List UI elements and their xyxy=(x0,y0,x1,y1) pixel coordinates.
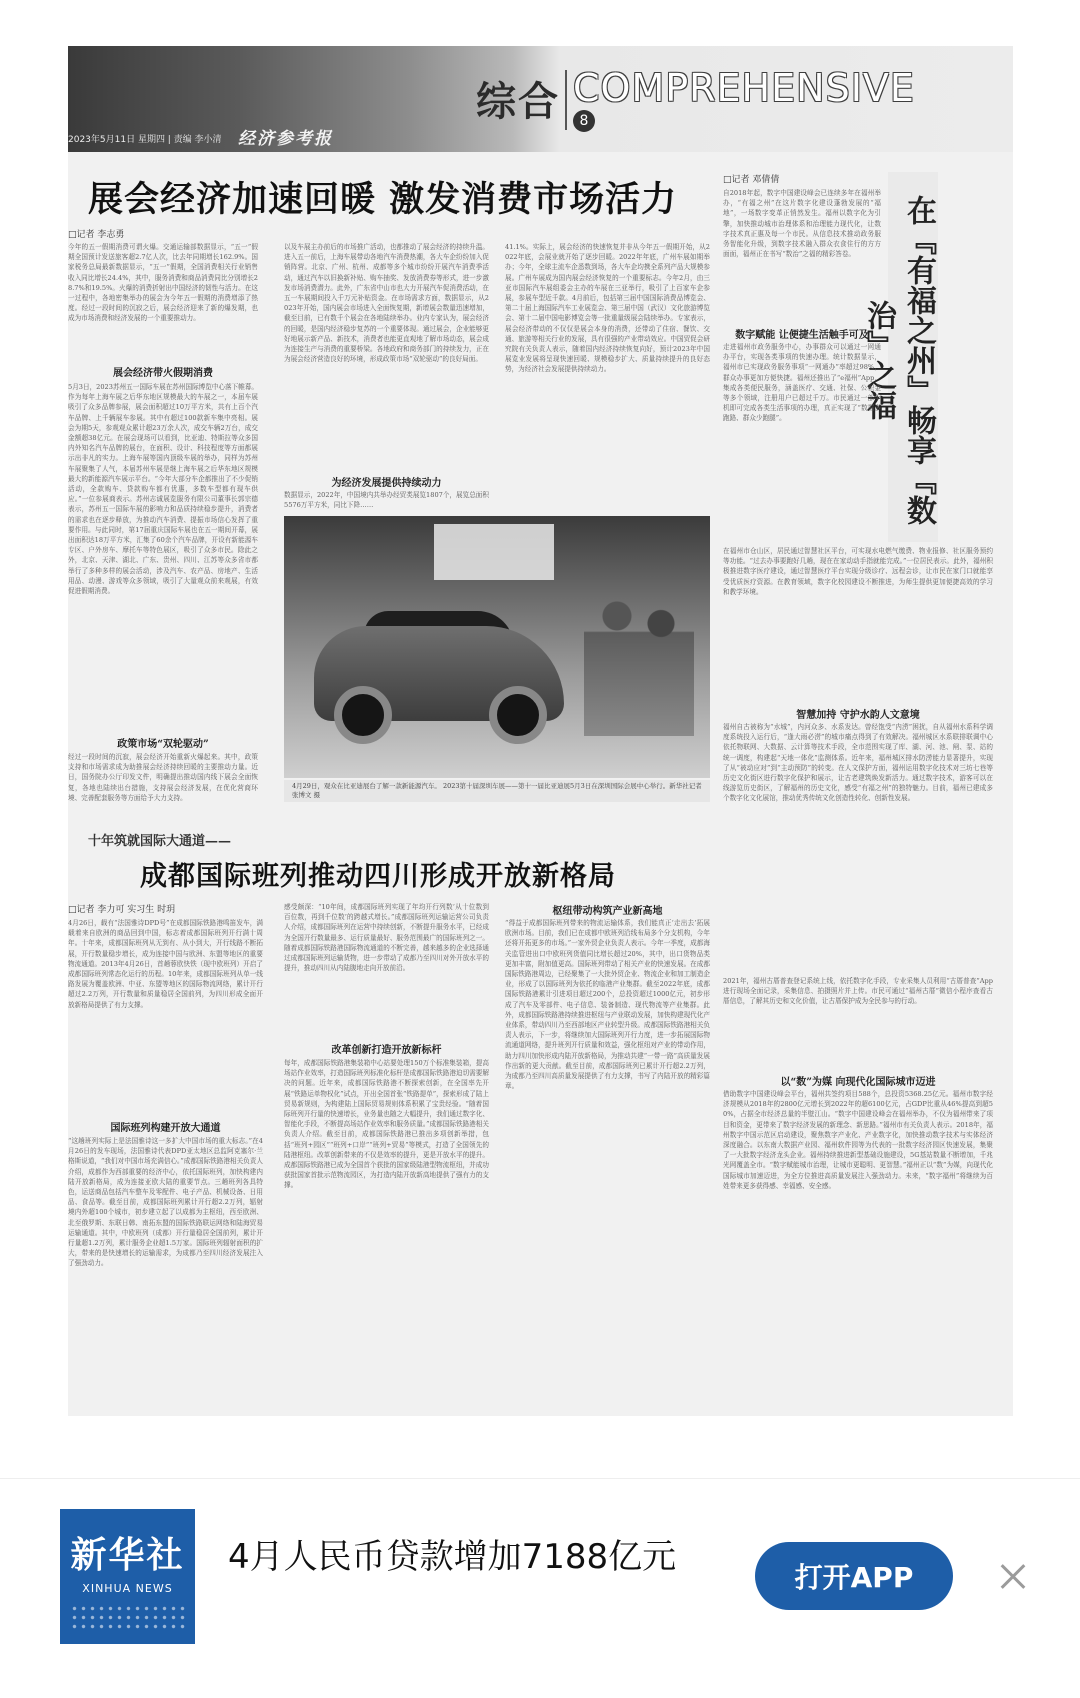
article1-column-2b: 数据显示，2022年，中国境内共举办经贸类展览1807个，展览总面积5576万平方米，同比下降…… xyxy=(284,491,489,510)
sidebar-byline: □记者 邓倩倩 xyxy=(723,175,780,185)
xinhua-logo-pattern xyxy=(70,1604,185,1632)
photo-visitors xyxy=(584,586,694,736)
sidebar-column-2: 福州自古被称为“水城”，内河众多、水系发达。曾经饱受“内涝”困扰，自从福州水系科学调度系统投入运行后，“逢大雨必涝”的城市痛点得到了有效解决。福州城区水系联排联调中心依托物联网、大数据、云计算等技术手段，全市范围实现了库、湖、河、池、闸、泵、站的统一调度，构建起“天地一体化”监测体系。近年来，福州城区排水防涝能力显著提升，实现了从“被动应对”到“主动预防”的转变。在人文保护方面，福州运用数字化技术对三坊七巷等历史文化街区进行数字化保护和展示，让古老建筑焕发新活力。通过数字技术，游客可以在线游览历史街区，了解福州的历史文化，感受“有福之州”的独特魅力。目前，福州已建成多个数字化文化展馆，推动优秀传统文化创造性转化、创新性发展。 xyxy=(723,723,993,803)
close-icon[interactable] xyxy=(995,1559,1031,1595)
newspaper-page xyxy=(68,46,1013,1416)
sidebar-column-1b: 走进福州市政务服务中心，办事群众可以通过一网通办平台，实现各类事项的快速办理。统计数据显示，福州市已实现政务服务事项“一网通办”率超过98%，群众办事更加方便快捷。福州还推出了“e福州”App，集成各类便民服务，涵盖医疗、交通、社保、公积金等多个领域，注册用户已超过千万。市民通过一部手机即可完成各类生活事项的办理，真正实现了“数据多跑路、群众少跑腿”。 xyxy=(723,343,881,423)
xinhua-logo-text: 新华社 xyxy=(70,1535,185,1576)
car-show-photo xyxy=(284,516,710,778)
sidebar-column-1a: 自2018年起，数字中国建设峰会已连续多年在福州举办，“有福之州”在这片数字化建设蓬勃发展的“福地”，一场数字变革正悄然发生。福州以数字化为引擎，加快推动城市治理体系和治理能力现代化，让数字技术真正惠及每一个市民。从信息技术推动政务服务智能化升级，到数字技术融入群众衣食住行的方方面面，福州正在书写“数治”之福的精彩答卷。 xyxy=(723,189,881,259)
article1-column-1b: 5月3日，2023苏州五一国际车展在苏州国际博览中心落下帷幕。作为每年上海车展之后华东地区规模最大的车展之一，本届车展吸引了众多品牌参展，展会面积超过10万平方米，共有上百个汽车品牌、上千辆展车参展。其中有超过100款新车集中亮相。展会为期5天，参观观众累计超23万余人次，成交车辆2万台，成交金额超38亿元。在展会现场可以看到，比亚迪、特斯拉等众多国内外知名汽车品牌的展台，在面积、设计、科技程度等方面都展示出非凡的实力。上海车展等国内顶级车展的举办，同样为苏州车展聚集了人气，本届苏州车展是继上海车展之后华东地区规模最大的新能源汽车展示平台。“今年大部分车企都推出了不少促销活动，全款购车、贷款购车都有优惠，多数车型都有现车供应。”一位参展商表示。苏州志诚展览服务有限公司董事长郭宗德表示，苏州五一国际车展的影响力和品质持续稳步提升，消费者的需求也在逐步释放，为推动汽车消费、提振市场信心发挥了重要作用。与此同时，第17届重庆国际车展也在五一期间开幕，展出面积达18万平方米，汇集了60余个汽车品牌，开设有新能源车专区、户外房车、摩托车等特色展区，吸引了众多市民。除此之外，北京、天津、湖北、广东、贵州、四川、江苏等众多省市都举行了多种多样的展会活动，涉及汽车、农产品、房地产、生活用品、动漫、游戏等众多领域，吸引了大量观众前来观展，有效促进假期消费。 xyxy=(68,383,258,596)
article2-column-1b: “这趟班列实际上是法国雅诗这一多扩大中国市场的重大标志。”在4月26日的发车现场，法国雅诗代表DPD亚太地区总监阿克塞尔·兰格斯说道，“我们对中国市场充满信心。”成都国际铁路港相关负责人介绍，成都作为西部重要的经济中心，依托国际班列，加快构建内陆开放新格局，成为连接亚欧大陆的重要节点。三趟班列各具特色，运送商品包括汽车整车及零配件、电子产品、机械设备、日用品、食品等。截至目前，成都国际班列累计开行超2.2万列，辐射境内外超100个城市，初步建立起了以成都为主枢纽，西至欧洲、北至俄罗斯、东联日韩、南拓东盟的国际铁路联运网络和陆海贸易运输通道。其中，中欧班列（成都）开行量稳居全国前列，累计开行量超1.2万列，累计服务企业超1.5万家。国际班列辐射面积的扩大，带来的是快速增长的运输需求，为成都乃至四川经济发展注入了强劲动力。 xyxy=(68,1137,263,1268)
article1-column-1c: 经过一段时间的沉寂，展会经济开始重新火爆起来。其中，政策支持和市场需求成为助推展会经济持续回暖的主要推动力量。近日，国务院办公厅印发文件，明确提出推动国内线下展会全面恢复，各地也陆续出台措施，支持展会经济发展，在优化营商环境、完善配套服务等方面给予大力支持。 xyxy=(68,753,258,802)
photo-caption: 4月29日，观众在比亚迪展台了解一款新能源汽车。 2023第十届深圳车展——第十一届比亚迪展5月3日在深圳国际会展中心举行。新华社记者 张博文 摄 xyxy=(284,780,710,802)
app-promo-banner xyxy=(0,1478,1080,1698)
article1-column-3: 41.1%。实际上，展会经济的快速恢复并非从今年五一假期开始，从2022年底，会展业就开始了逐步回暖。2022年年底，广州车展如期举办；今年，全球主流车企悉数到场，各大车企均携全系列产品大规模参展。广州车展成为国内展会经济恢复的一个重要标志。今年2月，由三亚市国际汽车展组委会主办的车展在三亚举行，吸引了上百家车企参展，参展车型近千款。4月前后，包括第三届中国国际消费品博览会、第二十届上海国际汽车工业展览会、第三届中国（武汉）文化旅游博览会、第十二届中国电影博览会等一批重量级展会陆续举办。专家表示，展会经济带动的不仅仅是展会本身的消费，还带动了住宿、餐饮、交通、旅游等相关行业的发展，具有很强的产业带动效应。中国贸促会研究院有关负责人表示，随着国内经济持续恢复向好，预计2023年中国展览业发展将呈现快速回暖、规模稳步扩大、质量持续提升的良好态势，为经济社会发展提供持续动力。 xyxy=(505,243,710,374)
sidebar-subhead-3: 以“数”为媒 向现代化国际城市迈进 xyxy=(780,1077,936,1088)
photo-exhibition-sign xyxy=(434,524,554,580)
article2-subhead-2: 改革创新打造开放新标杆 xyxy=(331,1045,442,1056)
article2-headline: 成都国际班列推动四川形成开放新格局 xyxy=(140,861,616,892)
newspaper-logo: 经济参考报 xyxy=(238,129,333,149)
photo-car-wheel xyxy=(334,686,392,744)
article1-headline: 展会经济加速回暖 激发消费市场活力 xyxy=(88,179,678,220)
article2-column-2b: 每年，成都国际铁路港集装箱中心站要处理150万个标准集装箱，提高场站作业效率，打造国际班列标准化标杆是成都国际铁路港迫切需要解决的问题。近年来，成都国际铁路港不断探索创新，在全国率先开展“铁路运单物权化”试点，开出全国首张“铁路提单”，探索形成了陆上贸易新规则，为构建陆上国际贸易规则体系积累了宝贵经验。“随着国际班列开行量的快速增长，业务量也随之大幅提升，我们通过数字化、智能化手段，不断提高场站作业效率和服务质量。”成都国际铁路港相关负责人介绍。截至目前，成都国际铁路港已推出多项创新举措，包括“班列+园区”“班列+口岸”“班列+贸易”等模式，打造了全国领先的陆港枢纽。改革创新带来的不仅是效率的提升，更是开放水平的提升。成都国际铁路港已成为全国首个获批的国家级陆港型物流枢纽，并成功获批国家首批示范物流园区，为打造内陆开放新高地提供了强有力的支撑。 xyxy=(284,1059,489,1190)
dateline: 2023年5月11日 星期四 | 责编 李小清 xyxy=(68,135,222,145)
masthead xyxy=(68,46,1013,152)
article1-subhead-2: 政策市场“双轮驱动” xyxy=(117,739,209,750)
sidebar-subhead-1: 数字赋能 让便捷生活触手可及 xyxy=(735,330,869,341)
photo-car-wheel xyxy=(489,686,547,744)
article2-kicker: 十年筑就国际大通道—— xyxy=(88,834,232,849)
article2-subhead-1: 国际班列构建开放大通道 xyxy=(110,1123,221,1134)
article2-column-2a: 感受颇深：“10年间，成都国际班列实现了年均开行列数‘从十位数到百位数，再到千位数’的跨越式增长。”成都国际班列运输运营公司负责人介绍，成都国际班列在运营中持续创新，不断提升服务水平，已经成为全国开行数量最多、运行质量最好、服务范围最广的国际班列之一。随着成都国际铁路港国际物流通道的不断完善，越来越多的企业选择通过成都国际班列运输货物，进一步带动了成都乃至四川对外开放水平的提升，推动四川从内陆腹地走向开放前沿。 xyxy=(284,903,489,973)
news-headline[interactable]: 4月人民币贷款增加7188亿元 xyxy=(228,1537,677,1577)
article2-column-1a: 4月26日，载有“法国雅诗DPD号”在成都国际铁路港鸣笛发车，满载着来自欧洲的商品回到中国，标志着成都国际班列开行满十周年。十年来，成都国际班列从无到有、从小到大，开行线路不断拓展，开行数量稳步增长，成为连接中国与欧洲、东盟等地区的重要物流通道。2013年4月26日，首趟蓉欧快铁（现中欧班列）开启了成都国际班列常态化运行的历程。10年来，成都国际班列从单一线路发展为覆盖欧洲、中亚、东盟等地区的国际物流网络，累计开行超过2.2万列，开行数量和质量稳居全国前列，为四川形成全面开放新格局提供了有力支撑。 xyxy=(68,919,263,1009)
article1-subhead-3: 为经济发展提供持续动力 xyxy=(331,478,442,489)
sidebar-headline: 在『有福之州』畅享『数治』之福 xyxy=(888,172,938,542)
masthead-divider xyxy=(565,70,567,130)
sidebar-column-1c: 在福州市仓山区，居民通过智慧社区平台，可实现水电燃气缴费、物业报修、社区服务预约等功能。“过去办事要跑好几趟，现在在家动动手指就能完成。”一位居民表示。此外，福州积极推进数字医疗建设，通过智慧医疗平台实现分级诊疗、远程会诊，让市民在家门口就能享受优质医疗资源。在教育领域，数字化校园建设不断推进，为师生提供更加便捷高效的学习和教学环境。 xyxy=(723,547,993,596)
article1-column-2: 以及车展主办前后的市场推广活动，也都推动了展会经济的持续升温。进入五一前后，上海车展带动各地汽车消费热潮，各大车企纷纷加入促销阵营。北京、广州、杭州、成都等多个城市纷纷开展汽车消费季活动，通过汽车以旧换新补贴、购车抽奖、发放消费券等形式，进一步激发市场消费潜力。此外，广东省中山市也大力开展汽车促消费活动，在五一车展期间投入千万元补贴资金。在市场需求方面，数据显示，从2023年开始，国内展会市场进入全面恢复期，新增展会数量迅速增加，截至目前，已有数千个展会在各地陆续举办。业内专家认为，展会经济的回暖，是国内经济稳步复苏的一个重要体现。通过展会，企业能够更好地展示新产品、新技术，消费者也能更直观地了解市场动态，展会成为连接生产与消费的重要桥梁。各地政府和商务部门的持续发力，正在为展会经济营造良好的环境，形成政策市场“双轮驱动”的良好局面。 xyxy=(284,243,489,364)
section-title: 综合 xyxy=(476,79,560,125)
sidebar-column-4: 借助数字中国建设峰会平台，福州共签约项目588个，总投资5368.25亿元。福州市数字经济规模从2018年的2800亿元增长到2022年的超6100亿元，占GDP比重从46%提高到超50%，占据全市经济总量的半壁江山。“数字中国建设峰会在福州举办，不仅为福州带来了项目和资金，更带来了数字经济发展的新理念、新思路。”福州市有关负责人表示。2018年，福州数字中国示范区启动建设，聚焦数字产业化、产业数字化，加快推动数字技术与实体经济深度融合。以东南大数据产业园、福州软件园等为代表的一批数字经济园区快速发展，集聚了一大批数字经济龙头企业。福州持续推进新型基础设施建设，5G基站数量不断增加，千兆光网覆盖全市。“数字赋能城市治理，让城市更聪明、更智慧。”福州正以“数”为媒，向现代化国际城市加速迈进，为全方位推进高质量发展注入强劲动力。未来，“数字福州”将继续为百姓带来更多获得感、幸福感、安全感。 xyxy=(723,1090,993,1190)
xinhua-logo-english: XINHUA NEWS xyxy=(82,1582,173,1595)
article2-column-3: “得益于成都国际班列带来的物流运输体系，我们能真正‘走出去’拓展欧洲市场。目前，我们已在成都中欧班列沿线布局多个分支机构，今年还将开拓更多的市场。”一家外贸企业负责人表示。今年一季度，成都海关监管进出口中欧班列货值同比增长超过20%，其中，出口货物品类更加丰富，附加值更高。国际班列带动了相关产业的快速发展。在成都国际铁路港周边，已经聚集了一大批外贸企业、物流企业和加工制造企业，形成了以国际班列为依托的临港产业集群。截至2022年底，成都国际铁路港累计引进项目超过200个，总投资超过1000亿元，初步形成了汽车及零部件、电子信息、装备制造、现代物流等产业集群。此外，成都国际铁路港持续推进枢纽与产业联动发展，加快构建现代化产业体系，带动四川乃至西部地区产业转型升级。成都国际铁路港相关负责人表示，下一步，将继续加大国际班列开行力度，进一步拓展国际物流通道网络，提升班列开行质量和效益，强化枢纽对产业的带动作用，助力四川加快形成内陆开放新格局，为推动共建“一带一路”高质量发展作出新的更大贡献。截至目前，成都国际班列已累计开行超2.2万列，为成都乃至四川高质量发展提供了有力支撑，书写了内陆开放的精彩篇章。 xyxy=(505,919,710,1091)
sidebar-column-3: 2021年，福州古厝普查登记系统上线，依托数字化手段，专业采集人员利用“古厝普查”App进行现场全面记录，采集信息、拍摄照片并上传。市民可通过“福州古厝”微信小程序查看古厝信息，了解其历史和文化价值，让古厝保护成为全民参与的行动。 xyxy=(723,977,993,1006)
page-number: 8 xyxy=(573,110,595,132)
article2-byline: □记者 李力可 实习生 时玥 xyxy=(68,905,176,915)
open-app-button[interactable]: 打开APP xyxy=(755,1542,953,1610)
section-title-english: COMPREHENSIVE xyxy=(573,66,915,110)
article1-subhead-1: 展会经济带火假期消费 xyxy=(113,368,213,379)
article1-byline: □记者 李志勇 xyxy=(68,230,125,240)
xinhua-logo xyxy=(60,1509,195,1644)
article2-subhead-3: 枢纽带动构筑产业新高地 xyxy=(552,906,663,917)
sidebar-subhead-2: 智慧加持 守护水韵人文意境 xyxy=(796,710,920,721)
article1-column-1a: 今年的五一假期消费可谓火爆。交通运输部数据显示，“五一”假期全国预计发送旅客超2.7亿人次，比去年同期增长162.9%。国家税务总局最新数据显示，“五一”假期，全国消费相关行业销售收入同比增长24.4%，其中，服务消费和商品消费同比分别增长28.7%和19.5%。火爆的消费折射出中国经济的韧性与活力。在这一过程中，各地密集举办的展会为今年五一假期的消费增添了热度。经过一段时间的沉寂之后，展会经济迎来了新的爆发期，也成为市场消费和经济发展的一个重要推动力。 xyxy=(68,243,258,323)
